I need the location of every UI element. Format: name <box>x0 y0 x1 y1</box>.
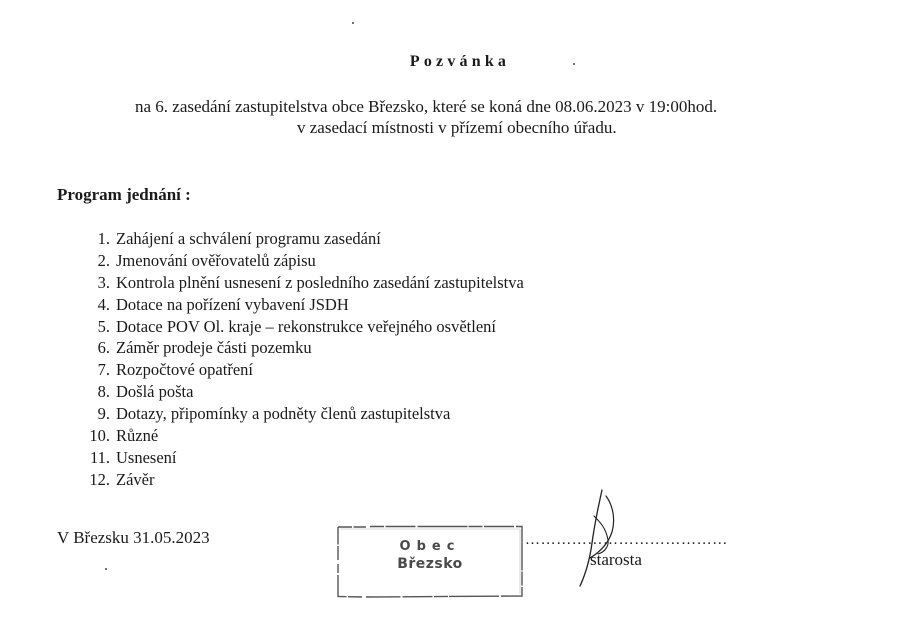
agenda-item <box>80 381 524 403</box>
agenda-item-text: Závěr <box>116 469 155 489</box>
agenda-item-text: Záměr prodeje části pozemku <box>116 338 312 358</box>
agenda-item <box>80 337 524 359</box>
agenda-item-number: 2. <box>97 250 110 270</box>
intro-line-2: v zasedací místnosti v přízemí obecního úřadu. <box>297 118 617 137</box>
agenda-item-number: 1. <box>97 229 110 248</box>
meeting-intro <box>135 96 717 138</box>
invitation-title: Pozvánka <box>409 53 511 70</box>
agenda-item-number: 3. <box>97 272 110 292</box>
agenda-item <box>80 447 524 469</box>
agenda-item-text: Kontrola plnění usnesení z posledního zasedání zastupitelstva <box>116 272 524 292</box>
scan-speck <box>352 22 354 24</box>
agenda-item <box>80 316 524 338</box>
agenda-item-number: 5. <box>97 316 110 336</box>
agenda-item-number: 6. <box>97 338 110 358</box>
agenda-item-number: 11. <box>89 447 110 467</box>
agenda-item <box>80 272 524 294</box>
scan-speck <box>105 568 107 570</box>
intro-line-1: na 6. zasedání zastupitelstva obce Březsko, které se koná dne 08.06.2023 v 19:00hod. <box>135 97 718 116</box>
agenda-item-text: Usnesení <box>116 447 177 467</box>
program-heading: Program jednání : <box>57 185 191 204</box>
agenda-item-text: Došlá pošta <box>116 382 194 402</box>
stamp-line-1: Obec <box>399 539 461 554</box>
agenda-item-text: Zahájení a schválení programu zasedání <box>116 229 381 248</box>
agenda-item-text: Dotace na pořízení vybavení JSDH <box>116 294 349 314</box>
agenda-item <box>80 250 524 272</box>
agenda-list <box>80 228 524 491</box>
agenda-item-text: Dotazy, připomínky a podněty členů zastupitelstva <box>116 404 451 424</box>
agenda-item-text: Rozpočtové opatření <box>116 360 253 380</box>
agenda-item-number: 12. <box>89 469 110 489</box>
agenda-item-text: Dotace POV Ol. kraje – rekonstrukce veřejného osvětlení <box>116 316 496 336</box>
agenda-item <box>80 359 524 381</box>
agenda-item <box>80 425 524 447</box>
agenda-item-text: Jmenování ověřovatelů zápisu <box>116 250 316 270</box>
place-and-date: V Březsku 31.05.2023 <box>57 528 210 547</box>
agenda-item <box>80 228 524 250</box>
stamp-text <box>380 539 480 573</box>
agenda-item-number: 9. <box>97 404 110 424</box>
stamp-line-2: Březsko <box>397 556 463 572</box>
signature-line: ………………………………… <box>525 532 728 548</box>
agenda-item <box>80 469 524 491</box>
municipal-stamp <box>336 524 524 598</box>
agenda-item-number: 7. <box>97 360 110 380</box>
agenda-item <box>80 294 524 316</box>
scan-speck <box>573 63 575 65</box>
agenda-item-number: 4. <box>97 294 110 314</box>
agenda-item-number: 8. <box>97 382 110 402</box>
signatory-role: starosta <box>590 550 642 569</box>
agenda-item <box>80 403 524 425</box>
handwritten-signature <box>572 488 632 588</box>
agenda-item-number: 10. <box>89 426 110 446</box>
agenda-item-text: Různé <box>116 426 159 446</box>
